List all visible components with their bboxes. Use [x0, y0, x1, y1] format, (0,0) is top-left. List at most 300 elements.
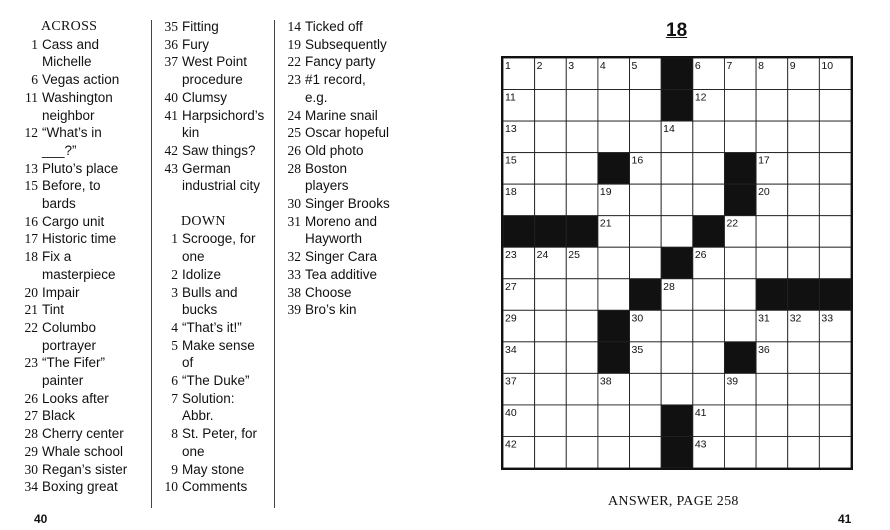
clue-number: 17 [24, 231, 38, 247]
clue-text: Fitting [182, 19, 219, 34]
grid-cell[interactable] [788, 184, 820, 216]
clue-line [281, 248, 401, 266]
grid-cell[interactable] [661, 153, 693, 185]
clue-number: 20 [24, 284, 38, 300]
grid-cell[interactable] [724, 279, 756, 311]
black-square [630, 279, 662, 311]
down-heading: DOWN [181, 213, 226, 229]
clue-number [158, 177, 178, 195]
grid-cell[interactable] [693, 310, 725, 342]
clues-column-1 [18, 18, 148, 496]
clue-text: bucks [182, 302, 218, 318]
black-square [598, 310, 630, 342]
grid-cell[interactable] [535, 342, 567, 374]
grid-cell[interactable] [724, 405, 756, 437]
clue-number: 22 [24, 319, 38, 335]
grid-cell[interactable] [756, 90, 788, 122]
clue-line [281, 195, 401, 213]
grid-cell[interactable] [630, 247, 662, 279]
clue-text: e.g. [305, 89, 328, 105]
cell-number: 36 [758, 343, 770, 356]
cell-number: 40 [505, 406, 517, 419]
grid-cell[interactable] [661, 216, 693, 248]
grid-cell[interactable] [566, 310, 598, 342]
grid-cell[interactable] [756, 405, 788, 437]
down-clue-list [158, 230, 270, 496]
clue-number: 37 [164, 54, 178, 70]
grid-cell[interactable] [724, 310, 756, 342]
grid-cell[interactable] [788, 247, 820, 279]
clue-number [281, 230, 301, 248]
clue-number [158, 248, 178, 266]
grid-cell[interactable] [693, 184, 725, 216]
clue-text: ___?” [42, 142, 77, 158]
clue-text: industrial city [182, 178, 261, 194]
grid-cell[interactable] [630, 184, 662, 216]
cell-number: 1 [505, 60, 511, 72]
clue-text: bards [42, 196, 76, 212]
grid-cell[interactable] [598, 247, 630, 279]
clue-text: Harpsichord’s [182, 107, 265, 123]
grid-cell[interactable] [535, 184, 567, 216]
down-clue-list-continued [281, 18, 401, 319]
clue-line [158, 18, 270, 36]
cell-number: 41 [694, 406, 707, 419]
clue-text: Impair [42, 284, 80, 300]
grid-cell[interactable] [598, 405, 630, 437]
clue-line [18, 71, 148, 89]
grid-cell[interactable] [661, 310, 693, 342]
grid-cell[interactable] [756, 247, 788, 279]
grid-cell[interactable] [724, 90, 756, 122]
grid-cell[interactable] [788, 405, 820, 437]
clue-line [158, 354, 270, 372]
grid-cell[interactable] [566, 373, 598, 405]
grid-cell[interactable] [630, 216, 662, 248]
black-square [661, 405, 693, 437]
grid-cell[interactable] [661, 342, 693, 374]
black-square [788, 279, 820, 311]
grid-cell[interactable] [788, 216, 820, 248]
clue-number: 18 [24, 249, 38, 265]
clue-line [158, 443, 270, 461]
clue-number: 1 [171, 231, 178, 247]
clue-text: Marine snail [305, 107, 378, 123]
clue-number [158, 301, 178, 319]
clue-number [158, 407, 178, 425]
clue-text: Fix a [42, 249, 72, 265]
grid-cell[interactable] [819, 405, 851, 437]
clue-number [158, 124, 178, 142]
grid-cell[interactable] [598, 121, 630, 153]
clue-number [158, 354, 178, 372]
grid-cell[interactable] [724, 436, 756, 468]
cell-number: 27 [505, 280, 517, 293]
clue-line [281, 36, 401, 54]
grid-cell[interactable] [566, 184, 598, 216]
clue-number: 33 [287, 266, 301, 282]
clue-number [18, 337, 38, 355]
clue-number: 42 [164, 142, 178, 158]
clue-line [18, 443, 148, 461]
grid-cell[interactable] [819, 121, 851, 153]
clue-number [281, 177, 301, 195]
clue-number: 35 [164, 19, 178, 34]
clue-text: neighbor [42, 107, 95, 123]
clue-number: 21 [24, 302, 38, 318]
clue-text: Before, to [42, 178, 101, 194]
clue-line [158, 177, 270, 195]
clue-number: 6 [31, 72, 38, 88]
grid-cell[interactable] [819, 342, 851, 374]
column-divider [274, 20, 275, 508]
clue-line [158, 160, 270, 178]
clue-line [18, 372, 148, 390]
clues-column-3 [281, 18, 401, 319]
clue-text: Tea additive [305, 266, 378, 282]
grid-cell[interactable] [819, 153, 851, 185]
clue-line [281, 107, 401, 125]
clue-line [18, 425, 148, 443]
clue-text: of [182, 355, 194, 371]
grid-cell[interactable] [535, 405, 567, 437]
grid-cell[interactable] [819, 216, 851, 248]
clue-text: masterpiece [42, 266, 116, 282]
clue-line [158, 266, 270, 284]
grid-cell[interactable] [819, 184, 851, 216]
clue-text: Vegas action [42, 72, 120, 88]
clue-line [281, 142, 401, 160]
clue-number: 23 [24, 355, 38, 371]
clue-number: 31 [287, 213, 301, 229]
clue-text: Bro’s kin [305, 302, 357, 318]
clue-line [18, 319, 148, 337]
clue-line [281, 266, 401, 284]
clue-text: painter [42, 373, 84, 389]
clue-text: Black [42, 408, 76, 424]
cell-number: 20 [758, 186, 770, 199]
cell-number: 11 [505, 91, 516, 104]
clue-text: “The Duke” [182, 373, 250, 389]
cell-number: 35 [631, 343, 644, 356]
clue-number: 25 [287, 125, 301, 141]
crossword-grid [501, 56, 853, 470]
cell-number: 15 [505, 154, 517, 167]
black-square [693, 216, 725, 248]
clue-number: 9 [171, 461, 178, 477]
right-page-number: 41 [838, 512, 852, 526]
clue-line [158, 390, 270, 408]
grid-cell[interactable] [630, 436, 662, 468]
clue-text: Columbo [42, 319, 97, 335]
grid-cell[interactable] [535, 121, 567, 153]
clue-number: 23 [287, 72, 301, 88]
clue-line [18, 142, 148, 160]
grid-cell[interactable] [788, 436, 820, 468]
clue-text: Fancy party [305, 54, 376, 70]
clue-text: Oscar hopeful [305, 125, 390, 141]
cell-number: 22 [726, 217, 739, 230]
cell-number: 31 [758, 312, 770, 325]
clue-text: Fury [182, 36, 209, 52]
clue-line [18, 301, 148, 319]
black-square [724, 153, 756, 185]
clue-text: Abbr. [182, 408, 214, 424]
black-square [724, 184, 756, 216]
grid-cell[interactable] [819, 373, 851, 405]
black-square [724, 342, 756, 374]
grid-cell[interactable] [598, 436, 630, 468]
clue-number: 41 [164, 107, 178, 123]
grid-cell[interactable] [693, 373, 725, 405]
grid-cell[interactable] [566, 405, 598, 437]
clue-number: 14 [287, 19, 301, 34]
clue-text: Cargo unit [42, 213, 105, 229]
column-divider [151, 20, 152, 508]
grid-cell[interactable] [535, 373, 567, 405]
grid-cell[interactable] [661, 184, 693, 216]
clue-number: 24 [287, 107, 301, 123]
clue-text: Moreno and [305, 213, 378, 229]
cell-number: 9 [789, 60, 796, 72]
grid-cell[interactable] [566, 153, 598, 185]
grid-cell[interactable] [661, 373, 693, 405]
black-square [503, 216, 535, 248]
cell-number: 19 [599, 186, 612, 199]
clue-text: #1 record, [305, 72, 366, 88]
grid-cell[interactable] [566, 279, 598, 311]
clue-number: 2 [171, 266, 178, 282]
clue-text: St. Peter, for [182, 426, 258, 442]
clue-text: Looks after [42, 390, 109, 406]
grid-cell[interactable] [535, 279, 567, 311]
clue-text: one [182, 443, 205, 459]
clue-text: Whale school [42, 443, 124, 459]
clue-number: 16 [24, 213, 38, 229]
grid-cell[interactable] [535, 436, 567, 468]
clue-number: 8 [171, 426, 178, 442]
grid-cell[interactable] [566, 121, 598, 153]
cell-number: 16 [631, 154, 644, 167]
clue-line [158, 478, 270, 496]
clue-number: 32 [287, 249, 301, 265]
clue-line [281, 89, 401, 107]
grid-cell[interactable] [756, 216, 788, 248]
clue-text: Solution: [182, 390, 235, 406]
cell-number: 34 [505, 343, 517, 356]
black-square [756, 279, 788, 311]
clue-text: Cherry center [42, 426, 124, 442]
grid-cell[interactable] [566, 342, 598, 374]
cell-number: 10 [821, 60, 834, 72]
cell-number: 25 [568, 249, 580, 262]
grid-cell[interactable] [756, 121, 788, 153]
grid-cell[interactable] [756, 436, 788, 468]
clue-line [18, 230, 148, 248]
clue-line [158, 284, 270, 302]
grid-cell[interactable] [788, 373, 820, 405]
clue-number: 19 [287, 36, 301, 52]
clue-line [18, 177, 148, 195]
clue-line [158, 337, 270, 355]
clue-text: Boston [305, 160, 348, 176]
cell-number: 37 [505, 375, 517, 388]
puzzle-number: 18 [666, 20, 688, 41]
grid-cell[interactable] [788, 153, 820, 185]
clue-number: 30 [24, 461, 38, 477]
grid-cell[interactable] [598, 90, 630, 122]
clue-line [18, 407, 148, 425]
black-square [566, 216, 598, 248]
clue-line [18, 284, 148, 302]
grid-cell[interactable] [756, 373, 788, 405]
black-square [598, 342, 630, 374]
clue-line [18, 213, 148, 231]
cell-number: 39 [726, 375, 739, 388]
clue-line [158, 425, 270, 443]
cell-number: 43 [694, 438, 707, 451]
clue-text: portrayer [42, 337, 97, 353]
grid-cell[interactable] [724, 247, 756, 279]
clue-text: “What’s in [42, 125, 102, 141]
grid-cell[interactable] [693, 153, 725, 185]
cell-number: 23 [505, 249, 517, 262]
across-clue-list-continued [158, 18, 270, 195]
clue-line [18, 36, 148, 54]
clue-number [18, 107, 38, 125]
cell-number: 38 [599, 375, 612, 388]
clue-number: 29 [24, 443, 38, 459]
black-square [661, 58, 693, 90]
clue-line [281, 71, 401, 89]
grid-cell[interactable] [535, 90, 567, 122]
clue-number [18, 266, 38, 284]
clue-line [18, 461, 148, 479]
clue-text: Singer Cara [305, 249, 378, 265]
grid-cell[interactable] [788, 121, 820, 153]
grid-cell[interactable] [819, 90, 851, 122]
grid-cell[interactable] [535, 310, 567, 342]
across-heading: ACROSS [41, 19, 98, 34]
clue-number [18, 53, 38, 71]
clue-line [158, 71, 270, 89]
clue-line [281, 177, 401, 195]
clue-number: 15 [24, 178, 38, 194]
clue-line [18, 478, 148, 496]
clue-number [281, 89, 301, 107]
clue-number: 27 [24, 408, 38, 424]
clue-text: West Point [182, 54, 248, 70]
cell-number: 29 [505, 312, 517, 325]
grid-cell[interactable] [788, 90, 820, 122]
clue-line [281, 18, 401, 36]
clue-text: Historic time [42, 231, 117, 247]
clue-line [281, 160, 401, 178]
grid-cell[interactable] [630, 121, 662, 153]
clue-line [18, 124, 148, 142]
cell-number: 14 [663, 123, 675, 136]
grid-cell[interactable] [724, 121, 756, 153]
black-square [661, 436, 693, 468]
grid-cell[interactable] [566, 90, 598, 122]
cell-number: 17 [758, 154, 770, 167]
grid-cell[interactable] [598, 279, 630, 311]
clue-text: Subsequently [305, 36, 387, 52]
black-square [598, 153, 630, 185]
grid-cell[interactable] [693, 279, 725, 311]
clue-number: 34 [24, 479, 38, 495]
clue-line [281, 53, 401, 71]
cell-number: 2 [536, 60, 543, 72]
clue-line [158, 230, 270, 248]
clue-line [18, 53, 148, 71]
clue-line [281, 230, 401, 248]
clue-text: Old photo [305, 142, 364, 158]
clue-line [158, 53, 270, 71]
clue-number: 40 [164, 89, 178, 105]
clue-number: 11 [25, 89, 38, 105]
clue-text: one [182, 249, 205, 265]
clue-number: 28 [287, 160, 301, 176]
clue-text: players [305, 178, 349, 194]
clue-text: Pluto’s place [42, 160, 119, 176]
cell-number: 8 [758, 60, 764, 72]
clue-number: 39 [287, 302, 301, 318]
clue-line [18, 354, 148, 372]
grid-cell[interactable] [819, 436, 851, 468]
grid-cell[interactable] [630, 405, 662, 437]
clue-number: 38 [287, 284, 301, 300]
clue-text: Regan’s sister [42, 461, 128, 477]
answer-reference: ANSWER, PAGE 258 [608, 494, 739, 509]
clue-line [18, 390, 148, 408]
grid-cell[interactable] [630, 373, 662, 405]
clue-line [18, 107, 148, 125]
clue-text: Clumsy [182, 89, 228, 105]
clue-line [18, 195, 148, 213]
cell-number: 5 [631, 60, 638, 72]
clue-line [158, 301, 270, 319]
grid-cell[interactable] [693, 121, 725, 153]
clue-text: German [182, 160, 231, 176]
clue-text: procedure [182, 72, 243, 88]
clue-text: Tint [42, 302, 65, 318]
clue-number [18, 142, 38, 160]
clue-text: Boxing great [42, 479, 118, 495]
left-page-number: 40 [34, 512, 48, 526]
clue-line [158, 89, 270, 107]
clue-text: Bulls and [182, 284, 238, 300]
clue-line [18, 248, 148, 266]
clue-line [281, 124, 401, 142]
black-square [661, 247, 693, 279]
grid-cell[interactable] [788, 342, 820, 374]
clue-number: 4 [171, 319, 178, 335]
clue-line [158, 319, 270, 337]
clue-line [158, 248, 270, 266]
cell-number: 18 [505, 186, 517, 199]
grid-cell[interactable] [693, 342, 725, 374]
clue-text: Choose [305, 284, 352, 300]
clue-number [158, 71, 178, 89]
clue-number: 10 [164, 479, 178, 495]
grid-cell[interactable] [535, 153, 567, 185]
grid-cell[interactable] [819, 247, 851, 279]
grid-cell[interactable] [566, 436, 598, 468]
clue-line [18, 337, 148, 355]
clue-number: 13 [24, 160, 38, 176]
grid-cell[interactable] [630, 90, 662, 122]
